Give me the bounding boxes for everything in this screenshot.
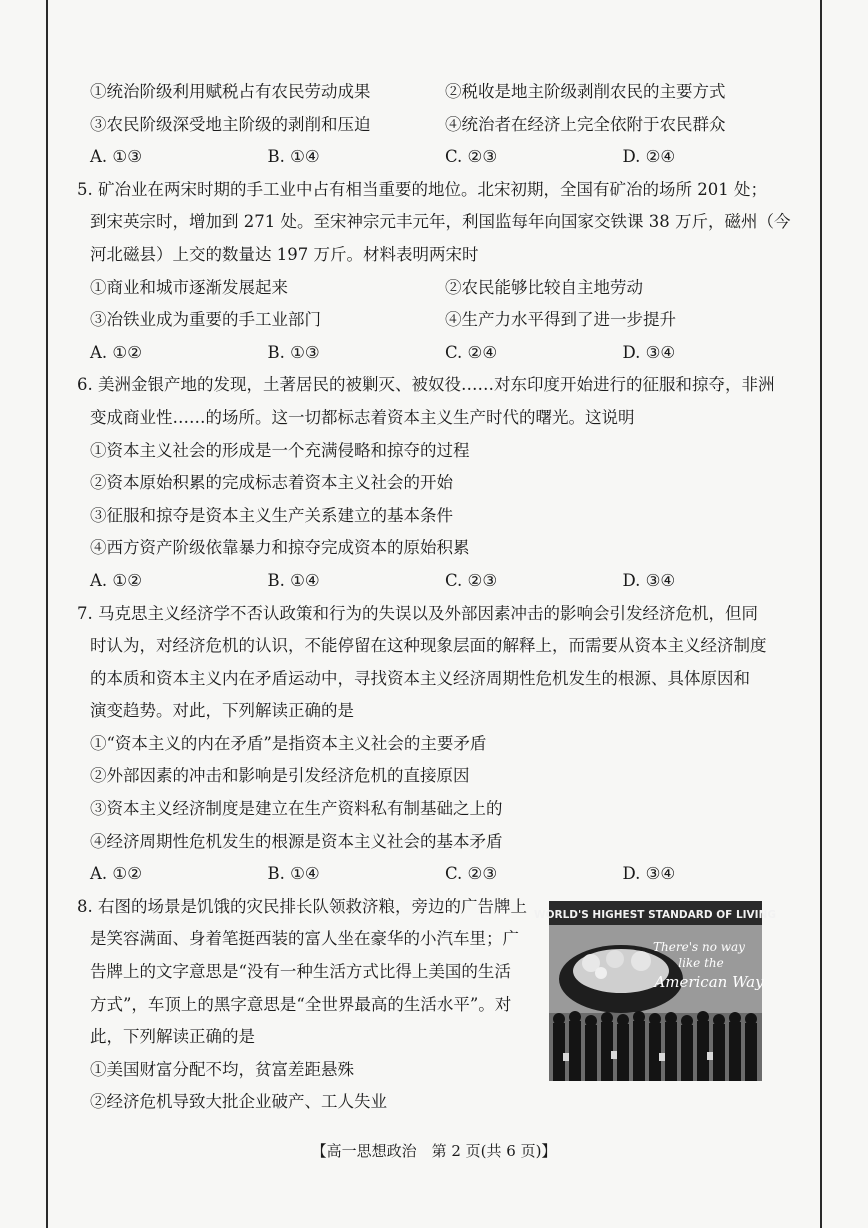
q8-stem-line-4: 方式”，车顶上的黑字意思是“全世界最高的生活水平”。对 xyxy=(90,994,512,1014)
q5-stem-line-2: 到宋英宗时，增加到 271 处。至宋神宗元丰元年，利国监每年向国家交铁课 38 万斤，磁州（今 xyxy=(90,212,791,232)
q6-stem-line-2: 变成商业性……的场所。这一切都标志着资本主义生产时代的曙光。这说明 xyxy=(90,407,635,427)
q4-option-2: ②税收是地主阶级剥削农民的主要方式 xyxy=(445,82,726,101)
q7-option-1: ①“资本主义的内在矛盾”是指资本主义社会的主要矛盾 xyxy=(90,733,487,753)
q5-stem xyxy=(77,174,800,272)
q4-choice-d: D. ②④ xyxy=(622,147,676,167)
q4-option-4: ④统治者在经济上完全依附于农民群众 xyxy=(445,114,726,134)
q8-stem-line-2: 是笑容满面、身着笔挺西装的富人坐在豪华的小汽车里；广 xyxy=(90,929,519,949)
q6-option-2: ②资本原始积累的完成标志着资本主义社会的开始 xyxy=(90,473,453,493)
q6-option-3: ③征服和掠夺是资本主义生产关系建立的基本条件 xyxy=(90,505,453,525)
breadline-photo-illustration xyxy=(534,901,776,1081)
q5-option-3: ③冶铁业成为重要的手工业部门 xyxy=(90,310,321,330)
q5-stem-line-3: 河北磁县）上交的数量达 197 万斤。材料表明两宋时 xyxy=(90,244,479,264)
q4-choices xyxy=(90,141,800,174)
q7-choice-a: A. ①② xyxy=(90,864,142,884)
q6-choice-a: A. ①② xyxy=(90,570,142,590)
q7-choice-c: C. ②③ xyxy=(445,864,498,884)
q7-stem xyxy=(77,598,800,728)
q8-option-2: ②经济危机导致大批企业破产、工人失业 xyxy=(90,1092,387,1112)
q5-options-row-1 xyxy=(90,272,800,305)
q7-option-2: ②外部因素的冲击和影响是引发经济危机的直接原因 xyxy=(90,766,470,786)
q5-stem-line-1: 5. 矿冶业在两宋时期的手工业中占有相当重要的地位。北宋初期，全国有矿冶的场所 201 处； xyxy=(77,179,767,199)
q5-choice-b: B. ①③ xyxy=(267,342,320,362)
page-footer: 【高一思想政治 第 2 页(共 6 页)】 xyxy=(311,1142,557,1160)
q5-option-4: ④生产力水平得到了进一步提升 xyxy=(445,310,676,330)
q4-option-1: ①统治阶级利用赋税占有农民劳动成果 xyxy=(90,82,371,101)
q7-choices xyxy=(90,858,800,891)
q7-choice-b: B. ①④ xyxy=(267,864,320,884)
q7-choice-d: D. ③④ xyxy=(622,864,676,884)
q8-stem-line-5: 此，下列解读正确的是 xyxy=(90,1027,255,1047)
q7-option-3: ③资本主义经济制度是建立在生产资料私有制基础之上的 xyxy=(90,799,503,819)
q8-option-1: ①美国财富分配不均，贫富差距悬殊 xyxy=(90,1059,354,1079)
billboard-slogan-line-1: There's no way xyxy=(653,940,745,954)
q4-option-3: ③农民阶级深受地主阶级的剥削和压迫 xyxy=(90,114,371,134)
billboard-slogan-line-2: like the xyxy=(678,956,724,970)
q6-stem xyxy=(77,369,800,434)
q7-stem-line-4: 演变趋势。对此，下列解读正确的是 xyxy=(90,701,354,721)
q8-stem-line-3: 告牌上的文字意思是“没有一种生活方式比得上美国的生活 xyxy=(90,962,511,982)
q4-options-row-1 xyxy=(90,76,800,109)
q5-choice-c: C. ②④ xyxy=(445,342,498,362)
q7-option-4: ④经济周期性危机发生的根源是资本主义社会的基本矛盾 xyxy=(90,831,503,851)
breadline-photo xyxy=(534,901,776,1081)
q5-options-row-2 xyxy=(90,304,800,337)
q5-choices xyxy=(90,337,800,370)
billboard-banner-text: WORLD'S HIGHEST STANDARD OF LIVING xyxy=(534,909,776,921)
q6-choice-b: B. ①④ xyxy=(267,570,320,590)
q4-choice-a: A. ①③ xyxy=(90,147,142,167)
q6-option-4: ④西方资产阶级依靠暴力和掠夺完成资本的原始积累 xyxy=(90,538,470,558)
billboard-slogan-line-3: American Way xyxy=(654,973,764,991)
q7-stem-line-3: 的本质和资本主义内在矛盾运动中，寻找资本主义经济周期性危机发生的根源、具体原因和 xyxy=(90,668,750,688)
q5-choice-a: A. ①② xyxy=(90,342,142,362)
q5-choice-d: D. ③④ xyxy=(622,342,676,362)
q4-options-row-2 xyxy=(90,109,800,142)
q6-choice-d: D. ③④ xyxy=(622,570,676,590)
q6-stem-line-1: 6. 美洲金银产地的发现，土著居民的被剿灭、被奴役……对东印度开始进行的征服和掠夺，非洲 xyxy=(77,375,775,395)
q6-option-1: ①资本主义社会的形成是一个充满侵略和掠夺的过程 xyxy=(90,440,470,460)
q8-stem-line-1: 8. 右图的场景是饥饿的灾民排长队领救济粮，旁边的广告牌上 xyxy=(77,896,527,916)
q4-choice-b: B. ①④ xyxy=(267,147,320,167)
q6-choices xyxy=(90,565,800,598)
q4-choice-c: C. ②③ xyxy=(445,147,498,167)
q6-choice-c: C. ②③ xyxy=(445,570,498,590)
q5-option-2: ②农民能够比较自主地劳动 xyxy=(445,277,643,297)
q7-stem-line-2: 时认为，对经济危机的认识，不能停留在这种现象层面的解释上，而需要从资本主义经济制度 xyxy=(90,636,767,656)
q5-option-1: ①商业和城市逐渐发展起来 xyxy=(90,277,288,297)
q7-stem-line-1: 7. 马克思主义经济学不否认政策和行为的失误以及外部因素冲击的影响会引发经济危机，但同 xyxy=(77,603,758,623)
